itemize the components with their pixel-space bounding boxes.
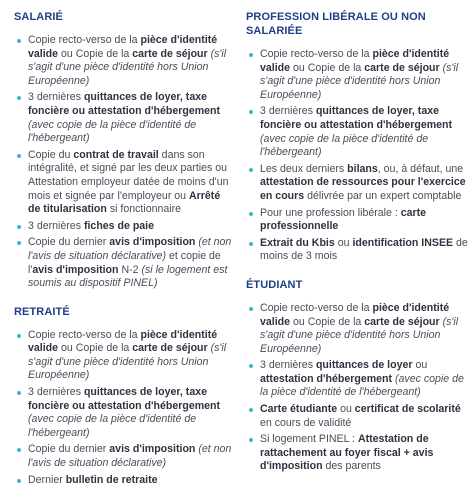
list-item-text: carte de séjour (364, 315, 440, 328)
list-item-text: 3 dernières (28, 91, 84, 104)
list-item-text: et copie de l' (28, 249, 221, 276)
list-item (14, 443, 234, 470)
list-item-text: contrat de travail (73, 148, 159, 161)
list-item-text: Copie du (28, 148, 74, 161)
list-item (246, 359, 468, 400)
list-item-text: 3 dernières (28, 219, 84, 232)
list-item (14, 149, 234, 217)
list-item-text: quittances de loyer, taxe foncière ou attestation d'hébergement (28, 386, 221, 412)
list-item-text: carte de séjour (132, 342, 208, 355)
list-item (246, 302, 468, 356)
section-title-salarie: SALARIÉ (14, 11, 63, 23)
list-item-text: Pour une profession libérale : (260, 206, 401, 219)
section-retraite (14, 305, 234, 488)
list-item-text: Copie recto-verso de la (260, 48, 373, 60)
list-item-text: (et non l'avis de situation déclarative) (28, 443, 232, 470)
list-item-text: en cours de validité (260, 416, 352, 429)
list-item (246, 105, 468, 159)
list-item (14, 34, 234, 88)
list-item-text: pièce d'identité valide (260, 48, 450, 74)
list-item (246, 403, 468, 430)
section-salarie (14, 10, 234, 291)
list-item-text: pièce d'identité valide (28, 34, 218, 60)
list-item (14, 91, 234, 145)
list-item-text: ou Copie de la (58, 47, 133, 60)
section-title-retraite: RETRAITÉ (14, 305, 70, 318)
list-item-text: carte de séjour (364, 61, 440, 74)
section-profession-liberale (246, 10, 468, 264)
list-item-text: pièce d'identité valide (28, 328, 218, 355)
list-item (14, 386, 234, 440)
list-item-text: attestation de ressources pour l'exercice en cours (260, 176, 466, 202)
document-list-retraite (14, 329, 234, 488)
list-item-text: ou Copie de la (290, 315, 365, 328)
list-item-text: ou Copie de la (58, 342, 133, 355)
list-item-text: (s'il s'agit d'une pièce d'identité hors Union Européenne) (28, 47, 227, 87)
list-item-text: certificat de scolarité (354, 403, 461, 416)
list-item (246, 163, 468, 204)
list-item-text: attestation d'hébergement (260, 372, 393, 385)
list-item-text: de moins de 3 mois (260, 236, 468, 263)
list-item-text: (s'il s'agit d'une pièce d'identité hors Union Européenne) (260, 61, 459, 101)
list-item-text: avis d'imposition (109, 443, 196, 456)
list-item (246, 207, 468, 234)
list-item (246, 48, 468, 102)
list-item-text: avis d'imposition (32, 263, 119, 276)
list-item-text: carte de séjour (132, 47, 208, 60)
list-item-text: des parents (322, 460, 381, 473)
list-item-text: Copie recto-verso de la (260, 301, 373, 314)
list-item-text: Attestation de rattachement au foyer fiscal + avis d'imposition (260, 433, 434, 473)
list-item (246, 237, 468, 264)
section-etudiant (246, 278, 468, 474)
list-item (246, 433, 468, 474)
section-title-etudiant: ÉTUDIANT (246, 278, 303, 291)
left-column (14, 10, 234, 501)
list-item-text: (et non l'avis de situation déclarative) (28, 236, 232, 262)
list-item-text: dans son intégralité, et signé par les deux parties ou Attestation employeur datée de moins d'un mois et signée par l'employeur ou (28, 148, 229, 202)
document-list-profession-liberale (246, 48, 468, 264)
list-item-text: 3 dernières (28, 386, 84, 399)
list-item-text: 3 dernières (260, 359, 316, 372)
list-item-text: délivrée par un expert comptable (304, 189, 462, 202)
list-item-text: bulletin de retraite (65, 473, 158, 486)
list-item-text: (s'il s'agit d'une pièce d'identité hors Union Européenne) (28, 342, 227, 382)
list-item-text: quittances de loyer, taxe foncière ou attestation d'hébergement (28, 91, 221, 117)
list-item-text: quittances de loyer (315, 359, 413, 372)
list-item-text: fiches de paie (83, 219, 155, 232)
list-item-text: 3 dernières (260, 105, 316, 118)
list-item-text: Copie recto-verso de la (28, 328, 141, 341)
list-item-text: carte professionnelle (260, 206, 427, 233)
list-item-text: (s'il s'agit d'une pièce d'identité hors Union Européenne) (260, 315, 459, 355)
list-item-text: quittances de loyer, taxe foncière ou attestation d'hébergement (260, 105, 453, 131)
list-item-text: ou (334, 236, 353, 249)
list-item-text: identification INSEE (352, 236, 454, 249)
list-item-text: ou (337, 403, 355, 416)
list-item-text: Dernier (28, 473, 66, 486)
list-item-text: Copie du dernier (28, 236, 110, 249)
right-column (246, 10, 468, 488)
list-item-text: (avec copie de la pièce d'identité de l'hébergeant) (28, 413, 197, 439)
list-item-text: N-2 (118, 263, 142, 276)
section-title-profession-liberale: PROFESSION LIBÉRALE OU NON SALARIÉE (246, 11, 426, 37)
list-item (14, 329, 234, 383)
list-item-text: (si le logement est soumis au dispositif PINEL) (28, 263, 228, 290)
list-item-text: Les deux derniers (260, 162, 348, 175)
list-item (14, 220, 234, 234)
list-item-text: , ou, à défaut, une (377, 162, 464, 175)
list-item-text: ou Copie de la (290, 61, 365, 74)
list-item-text: Carte étudiante (260, 403, 338, 416)
document-list-etudiant (246, 302, 468, 474)
list-item-text: avis d'imposition (109, 236, 196, 249)
list-item (14, 474, 234, 488)
list-item-text: Copie recto-verso de la (28, 34, 141, 46)
list-item-text: Si logement PINEL : (260, 433, 358, 446)
list-item-text: ou (412, 359, 428, 372)
list-item-text: (avec copie de la pièce d'identité de l'hébergeant) (260, 372, 464, 399)
list-item-text: (avec copie de la pièce d'identité de l'hébergeant) (260, 132, 429, 159)
list-item-text: (avec copie de la pièce d'identité de l'hébergeant) (28, 118, 197, 145)
list-item (14, 236, 234, 290)
list-item-text: Copie du dernier (28, 443, 110, 456)
list-item-text: Arrêté de titularisation (28, 189, 221, 216)
document-list-salarie (14, 34, 234, 291)
list-item-text: pièce d'identité valide (260, 301, 450, 328)
list-item-text: si fonctionnaire (106, 203, 182, 216)
list-item-text: bilans (347, 162, 378, 175)
list-item-text: Extrait du Kbis (260, 236, 335, 249)
